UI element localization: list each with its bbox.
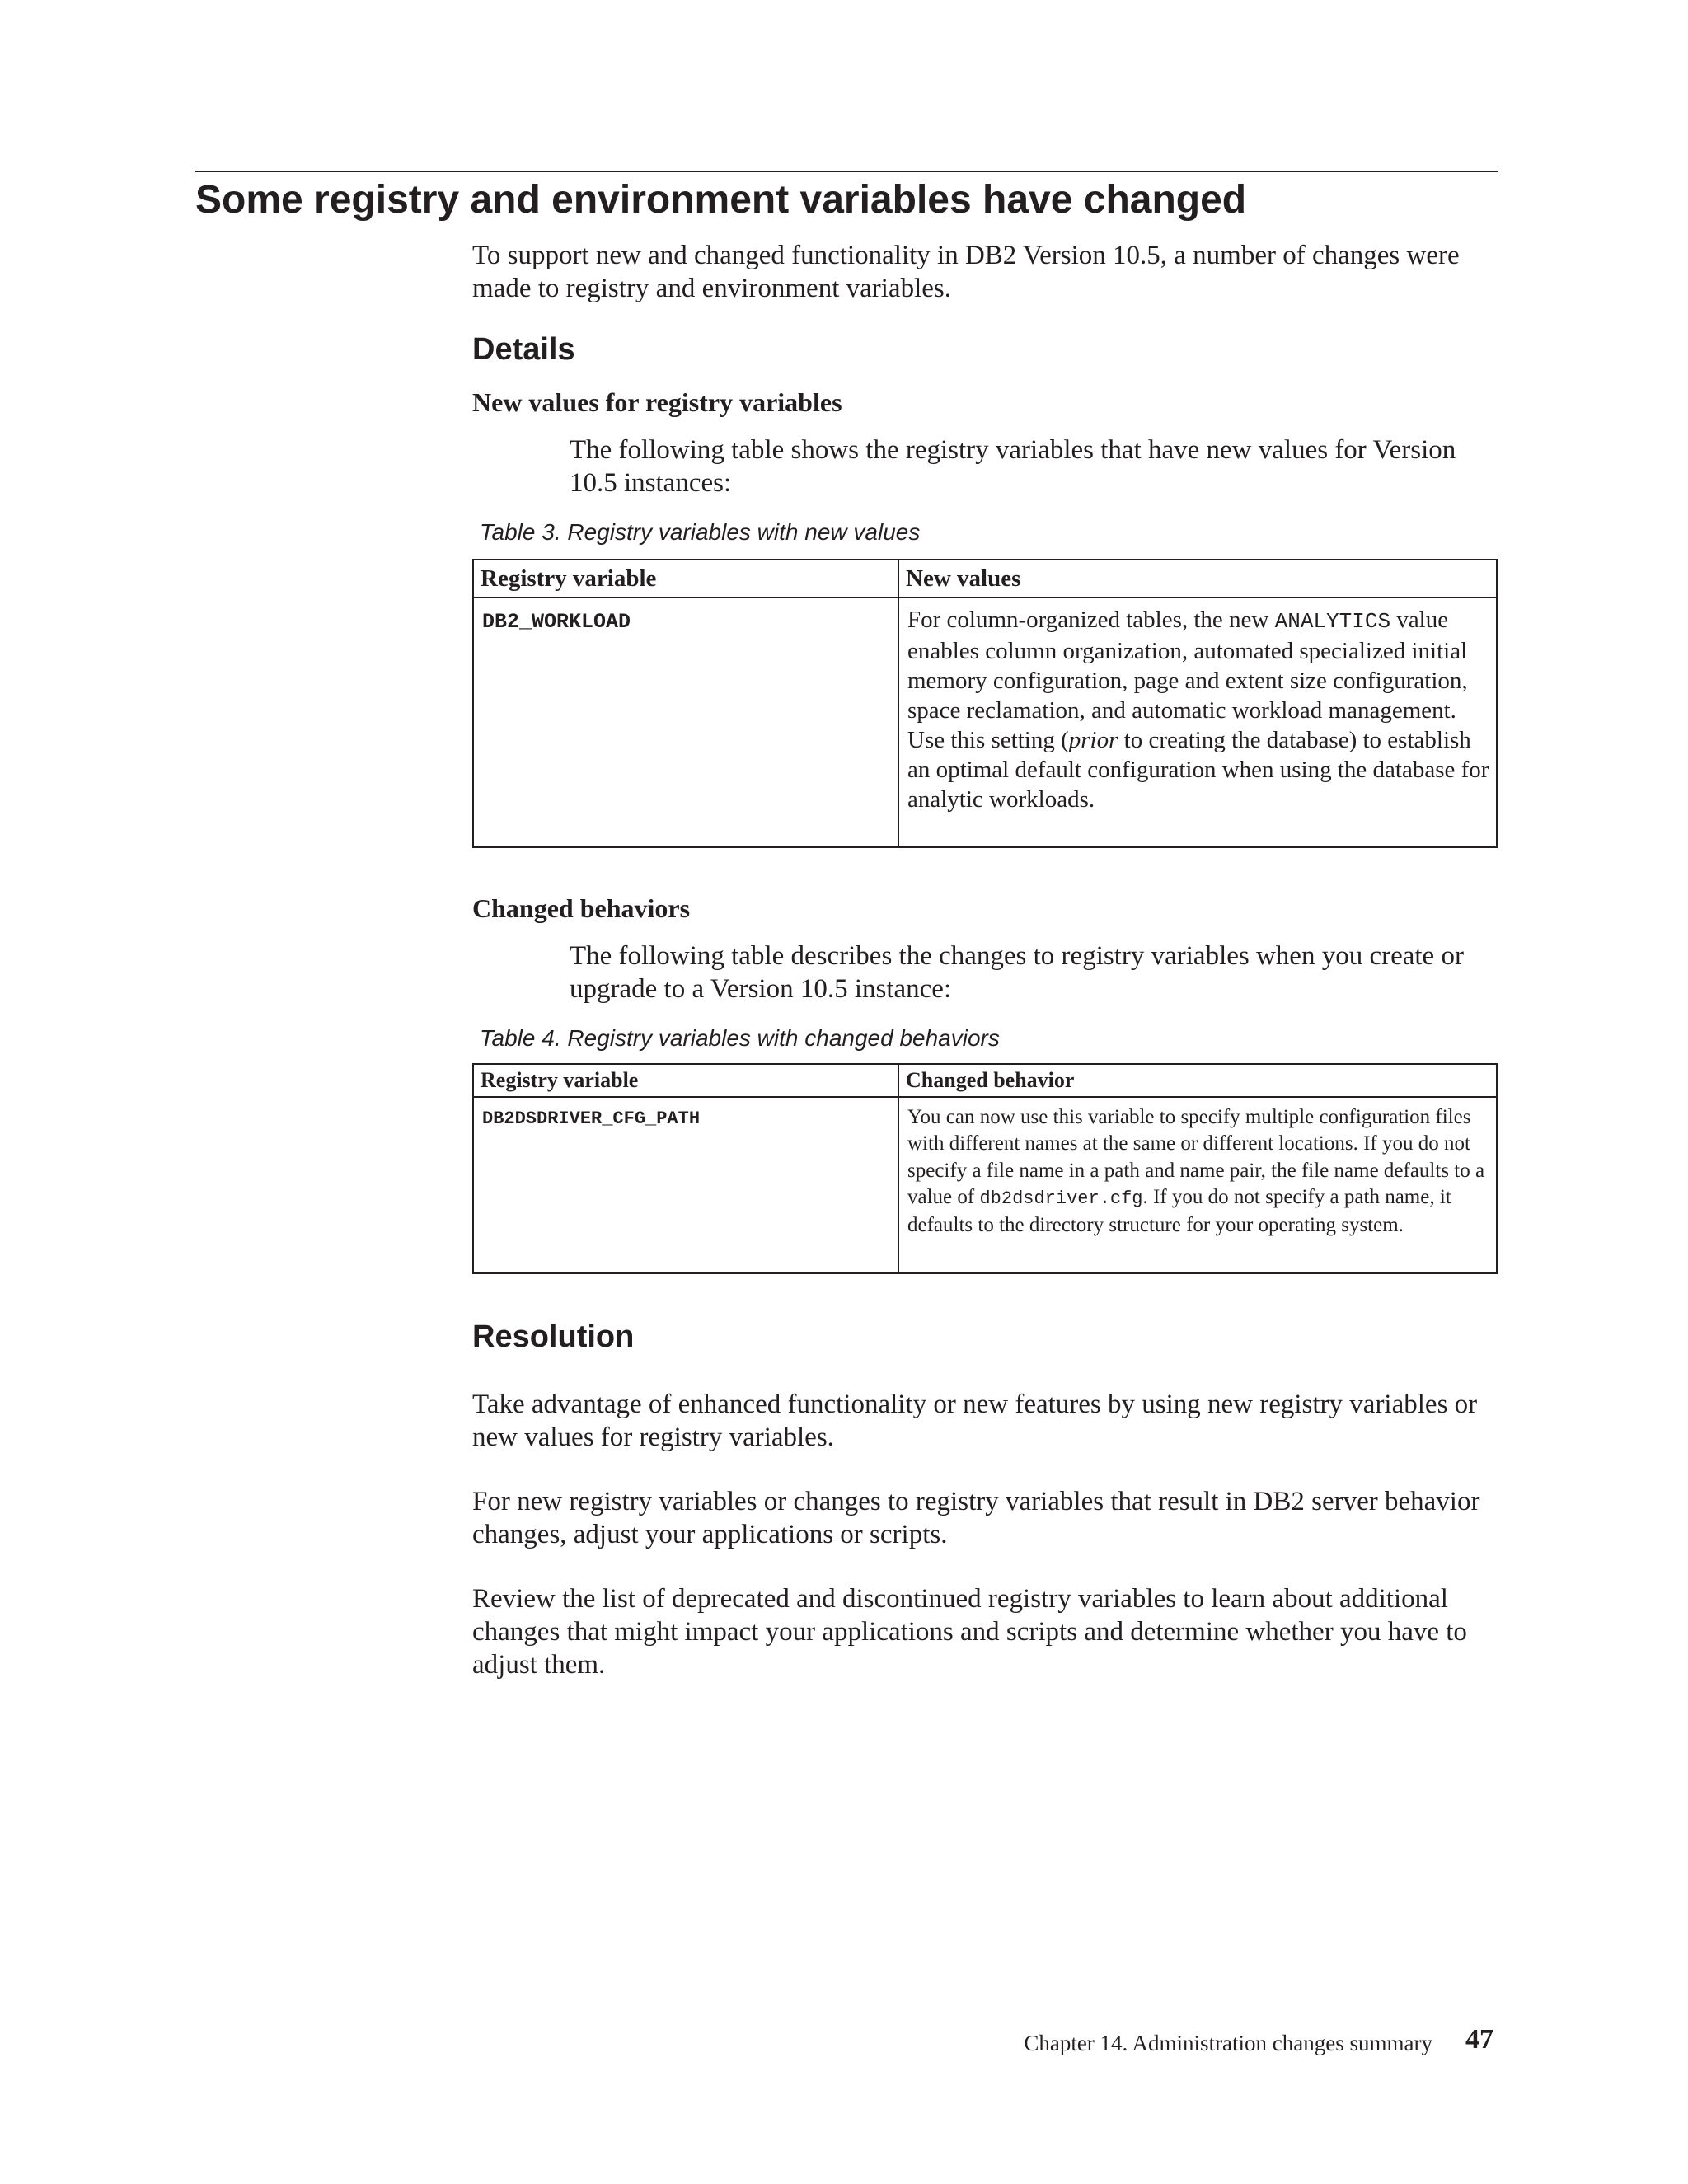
desc-text: value enables column organization, automated specialized initial memory configuration, page and extent size configuration, space reclamation, and automatic workload management. Use this setting ( [907,607,1468,753]
desc-code: db2dsdriver.cfg [979,1188,1143,1209]
table4-caption: Table 4. Registry variables with changed behaviors [480,1025,1000,1051]
resolution-paragraph: Review the list of deprecated and discontinued registry variables to learn about additional changes that might impact your applications and scripts and determine whether you have to adjust them. [472,1584,1467,1680]
table3-caption: Table 3. Registry variables with new values [480,519,921,545]
details-heading: Details [472,332,575,367]
registry-variable-name: DB2_WORKLOAD [482,610,631,634]
desc-text: . If you do not specify a path name, it defaults to the directory structure for your operating system. [907,1185,1451,1237]
desc-italic: prior [1068,727,1118,753]
changed-behavior-cell [898,1097,1497,1273]
table-row [473,1097,1497,1273]
changed-behaviors-heading: Changed behaviors [472,893,691,923]
registry-variable-cell [473,1097,898,1273]
resolution-paragraph: For new registry variables or changes to registry variables that result in DB2 server behavior changes, adjust your applications or scripts. [472,1487,1480,1549]
table-registry-changed-behaviors [472,1063,1498,1274]
new-values-heading: New values for registry variables [472,387,842,417]
new-values-intro: The following table shows the registry variables that have new values for Version 10.5 instances: [570,435,1456,498]
desc-text: to creating the database) to establish an optimal default configuration when using the database for analytic workloads. [907,727,1489,813]
registry-variable-cell [473,598,898,847]
desc-code: ANALYTICS [1274,609,1391,634]
changed-behaviors-intro: The following table describes the changes to registry variables when you create or upgrade to a Version 10.5 instance: [570,941,1464,1004]
header-new-values: New values [898,560,1497,598]
resolution-paragraph: Take advantage of enhanced functionality or new features by using new registry variables or new values for registry variables. [472,1390,1478,1452]
table-registry-new-values [472,559,1498,848]
header-registry-variable: Registry variable [473,560,898,598]
table-header-row [473,560,1497,598]
desc-text: You can now use this variable to specify multiple configuration files with different names at the same or different locations. If you do not specify a file name in a path and name pair, the file name defaults to a value of [907,1106,1485,1208]
header-registry-variable: Registry variable [473,1064,898,1097]
new-values-cell [898,598,1497,847]
footer-chapter: Chapter 14. Administration changes summary [1024,2031,1432,2055]
resolution-heading: Resolution [472,1319,635,1354]
page-title: Some registry and environment variables have changed [195,178,1247,222]
desc-text: For column-organized tables, the new [907,607,1275,633]
page-number: 47 [1465,2024,1493,2055]
header-changed-behavior: Changed behavior [898,1064,1497,1097]
table-row [473,598,1497,847]
registry-variable-name: DB2DSDRIVER_CFG_PATH [482,1108,701,1129]
title-rule [195,171,1498,172]
table-header-row [473,1064,1497,1097]
intro-paragraph: To support new and changed functionality in DB2 Version 10.5, a number of changes were made to registry and environment variables. [472,241,1460,303]
